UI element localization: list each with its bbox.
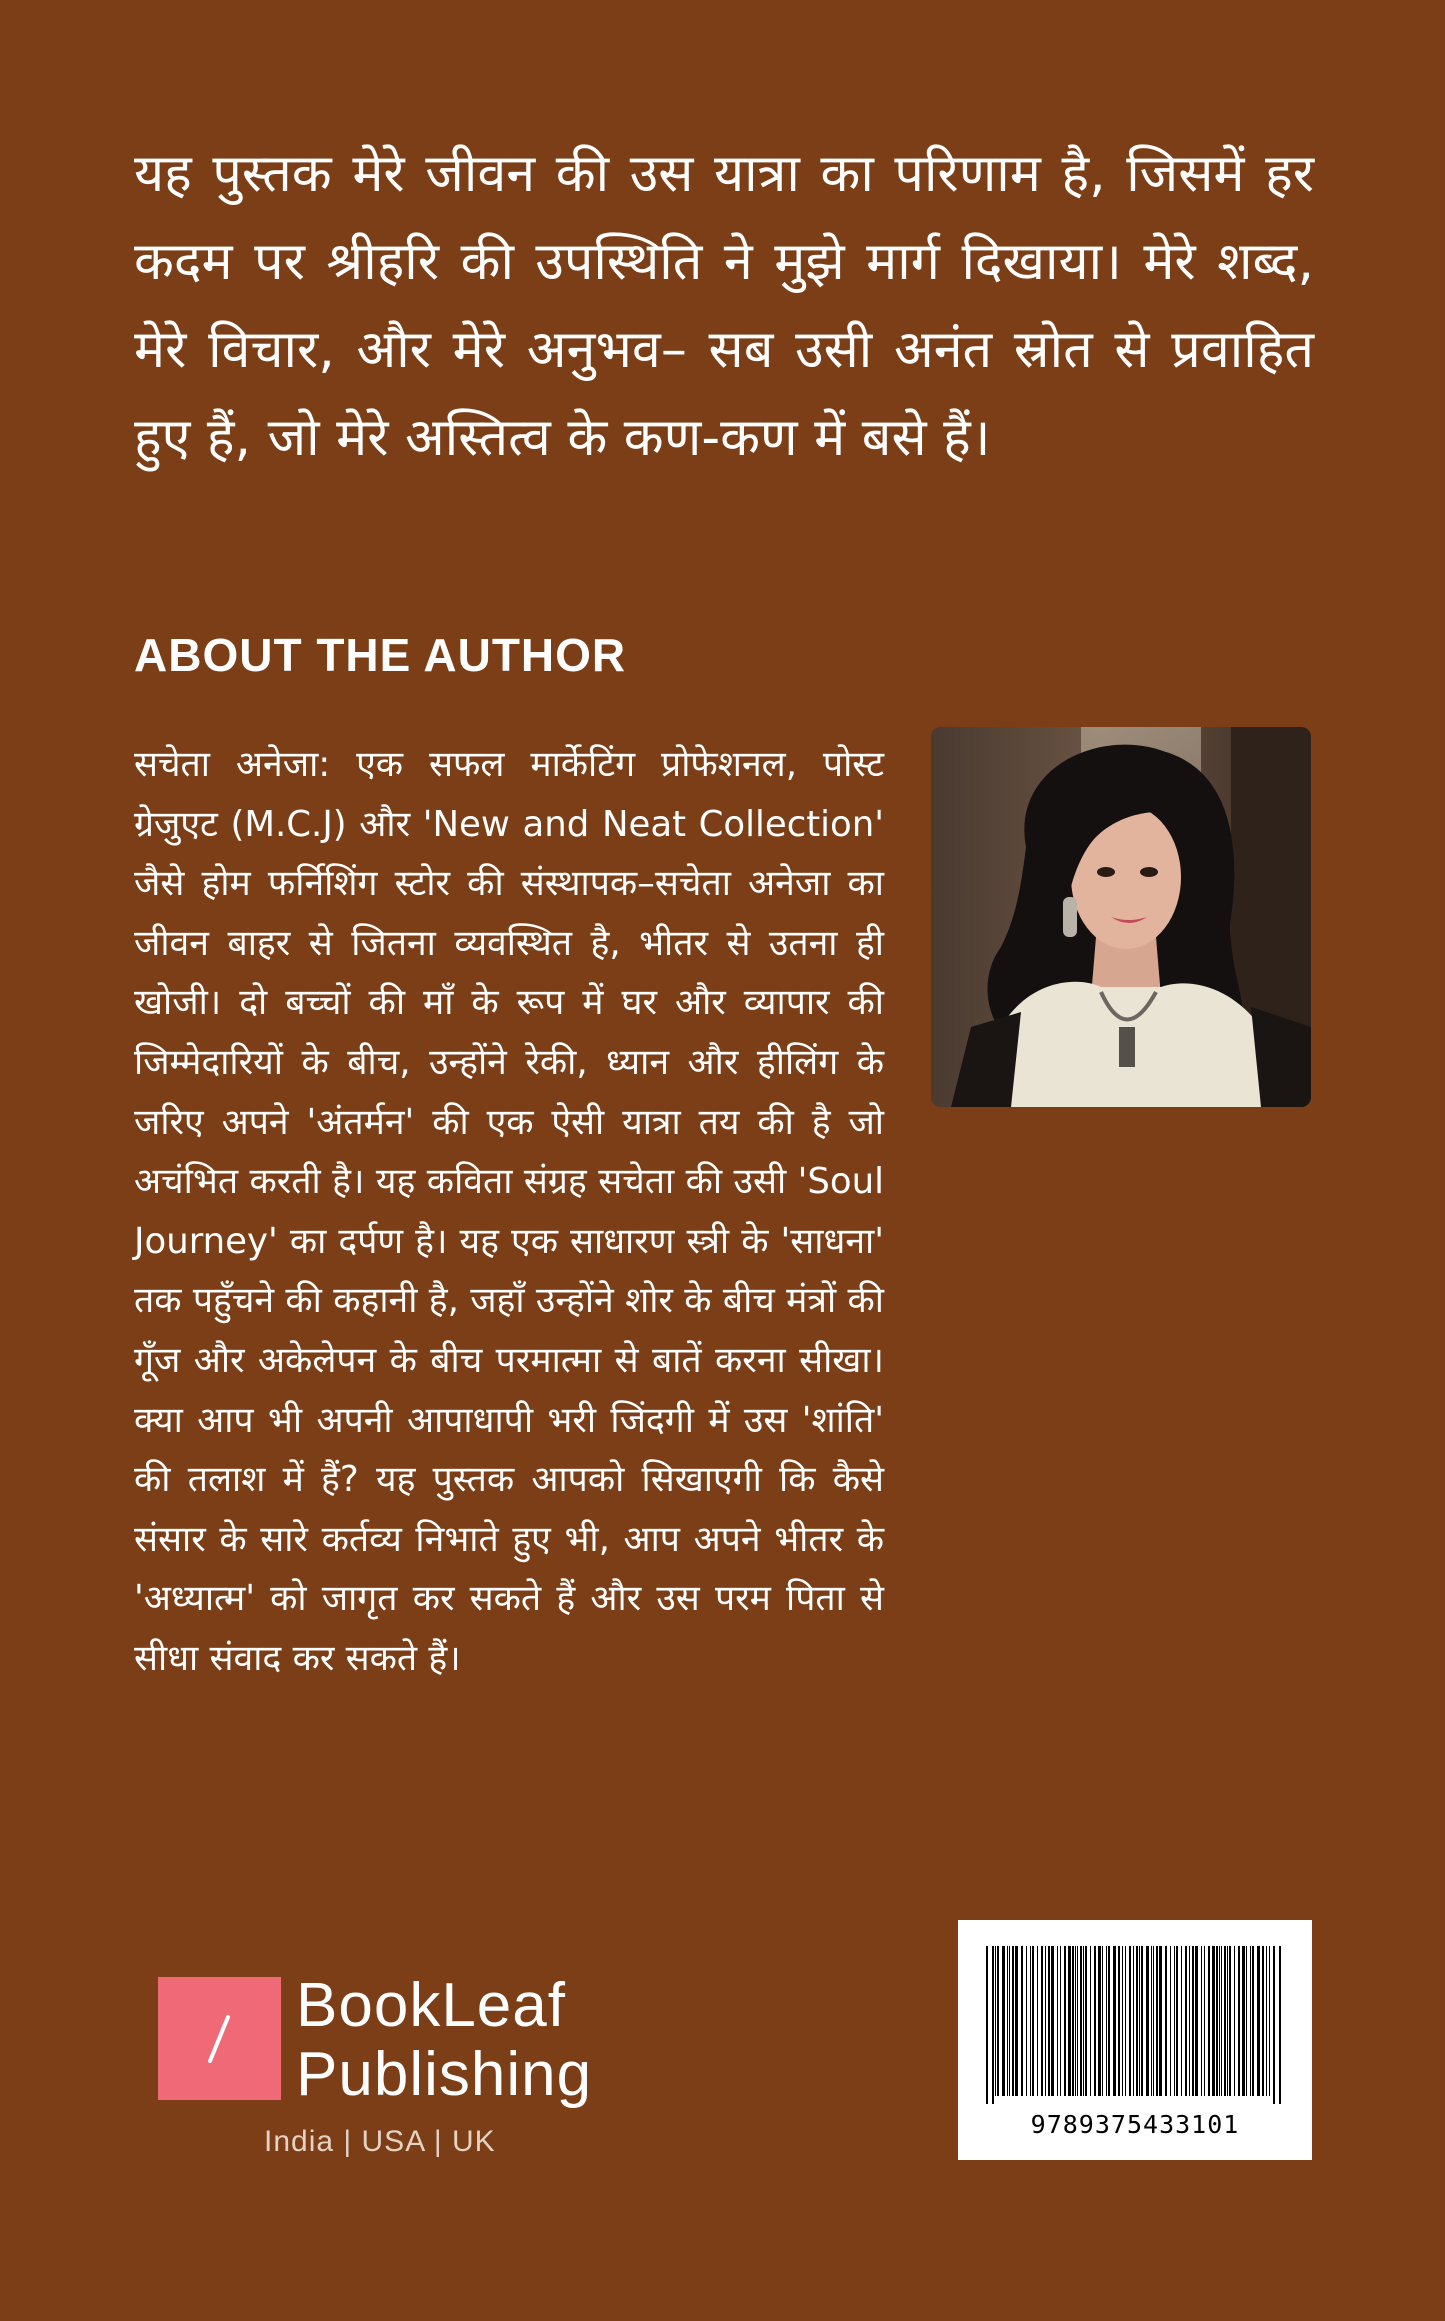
barcode-bar [1085,1946,1087,2096]
barcode-bar [1165,1946,1167,2096]
barcode-bar [1170,1946,1171,2096]
publisher-regions: India | USA | UK [264,2125,496,2158]
barcode-bar [995,1946,996,2096]
barcode-bar [1208,1946,1210,2096]
barcode-bar [997,1946,999,2096]
barcode-bar [1151,1946,1152,2096]
barcode-bar [1015,1946,1018,2096]
barcode-bar [1012,1946,1014,2096]
barcode-bar [1021,1946,1023,2096]
barcode-bar [1246,1946,1247,2096]
barcode-bar [1195,1946,1198,2096]
author-bio: सचेता अनेजा: एक सफल मार्केटिंग प्रोफेशनल, पोस्ट ग्रेजुएट (M.C.J) और 'New and Neat Collection' जैसे होम फर्निशिंग स्टोर की संस्थापक–सचेता अनेजा का जीवन बाहर से जितना व्यवस्थित है, भीतर से उतना ही खोजी। दो बच्चों की माँ के रूप में घर और व्यापार की जिम्मेदारियों के बीच, उन्होंने रेकी, ध्यान और हीलिंग के जरिए अपने 'अंतर्मन' की एक ऐसी यात्रा तय की है जो अचंभित करती है। यह कविता संग्रह सचेता की उसी 'Soul Journey' का दर्पण है। यह एक साधारण स्त्री के 'साधना' तक पहुँचने की कहानी है, जहाँ उन्होंने शोर के बीच मंत्रों की गूँज और अकेलेपन के बीच परमात्मा से बातें करना सीखा। क्या आप भी अपनी आपाधापी भरी जिंदगी में उस 'शांति' की तलाश में हैं? यह पुस्तक आपको सिखाएगी कि कैसे संसार के सारे कर्तव्य निभाते हुए भी, आप अपने भीतर के 'अध्यात्म' को जागृत कर सकते हैं और उस परम पिता से सीधा संवाद कर सकते हैं। [134,744,884,1679]
barcode-bar [1189,1946,1190,2096]
barcode-bar [1269,1946,1270,2096]
barcode-bar [1041,1946,1043,2096]
barcode-bar [1159,1946,1162,2096]
barcode-bar [1224,1946,1226,2096]
barcode-bar [1250,1946,1251,2096]
barcode-bar [1221,1946,1222,2096]
barcode-bar [1068,1946,1071,2096]
barcode-bar [1146,1946,1149,2096]
barcode-bar [1060,1946,1061,2096]
publisher-name-line2: Publishing [296,2040,593,2109]
author-photo [931,727,1311,1107]
about-author-heading: ABOUT THE AUTHOR [134,629,627,681]
barcode-bar [1262,1946,1264,2096]
barcode-bar [1234,1946,1235,2096]
barcode-bar [1139,1946,1140,2096]
barcode-bar [1045,1946,1046,2096]
isbn-barcode [958,1920,1312,2160]
barcode-bar [1252,1946,1254,2096]
barcode-bar [1106,1946,1107,2096]
intro-paragraph: यह पुस्तक मेरे जीवन की उस यात्रा का परिणाम है, जिसमें हर कदम पर श्रीहरि की उपस्थिति ने मुझे मार्ग दिखाया। मेरे शब्द, मेरे विचार, और मेरे अनुभव– सब उसी अनंत स्रोत से प्रवाहित हुए हैं, जो मेरे अस्तित्व के कण-कण में बसे हैं। [134,144,1314,468]
barcode-bar [1122,1946,1123,2096]
publisher-logo-icon [158,1977,281,2100]
barcode-bar [1075,1946,1076,2096]
barcode-bar [1176,1946,1178,2096]
barcode-bar [1201,1946,1202,2096]
barcode-bar [1156,1946,1158,2096]
publisher-name-line1: BookLeaf [296,1971,566,2040]
barcode-bar [1192,1946,1194,2096]
barcode-bar [1185,1946,1187,2096]
barcode-bar [1064,1946,1066,2096]
barcode-bar [1174,1946,1175,2096]
barcode-bar [1227,1946,1228,2096]
barcode-bar [1048,1946,1050,2096]
barcode-guard-bar [986,1946,988,2104]
barcode-bar [1009,1946,1010,2096]
barcode-bar [1002,1946,1005,2096]
barcode-bars [958,1920,1312,2110]
barcode-bar [1113,1946,1116,2096]
barcode-bar [1118,1946,1120,2096]
barcode-bar [1051,1946,1054,2096]
barcode-bar [1030,1946,1031,2096]
barcode-bar [1129,1946,1131,2096]
barcode-bar [1219,1946,1220,2096]
barcode-bar [1090,1946,1091,2096]
barcode-bar [1136,1946,1138,2096]
barcode-bar [1037,1946,1038,2096]
barcode-bar [1102,1946,1103,2096]
barcode-bar [1094,1946,1096,2096]
barcode-bar [1007,1946,1008,2096]
barcode-bar [1098,1946,1101,2096]
barcode-bar [1216,1946,1218,2096]
barcode-bar [1181,1946,1182,2096]
barcode-bar [1108,1946,1110,2096]
barcode-bar [1080,1946,1082,2096]
barcode-bar [1266,1946,1267,2096]
barcode-bar [1026,1946,1027,2096]
barcode-bar [1083,1946,1084,2096]
isbn-number: 9789375433101 [1030,2110,1240,2139]
barcode-bar [1077,1946,1078,2096]
barcode-bar [1242,1946,1245,2096]
barcode-bar [1212,1946,1215,2096]
barcode-guard-bar [1279,1946,1281,2104]
barcode-bar [1238,1946,1240,2096]
barcode-guard-bar [992,1946,994,2104]
barcode-bar [1133,1946,1134,2096]
barcode-bar [1072,1946,1074,2096]
barcode-bar [1257,1946,1260,2096]
barcode-bar [1125,1946,1126,2096]
barcode-bar [1141,1946,1143,2096]
barcode-bar [1032,1946,1034,2096]
barcode-bar [1204,1946,1205,2096]
barcode-bar [1229,1946,1231,2096]
barcode-guard-bar [1273,1946,1275,2104]
barcode-bar [1153,1946,1154,2096]
barcode-bar [1057,1946,1058,2096]
